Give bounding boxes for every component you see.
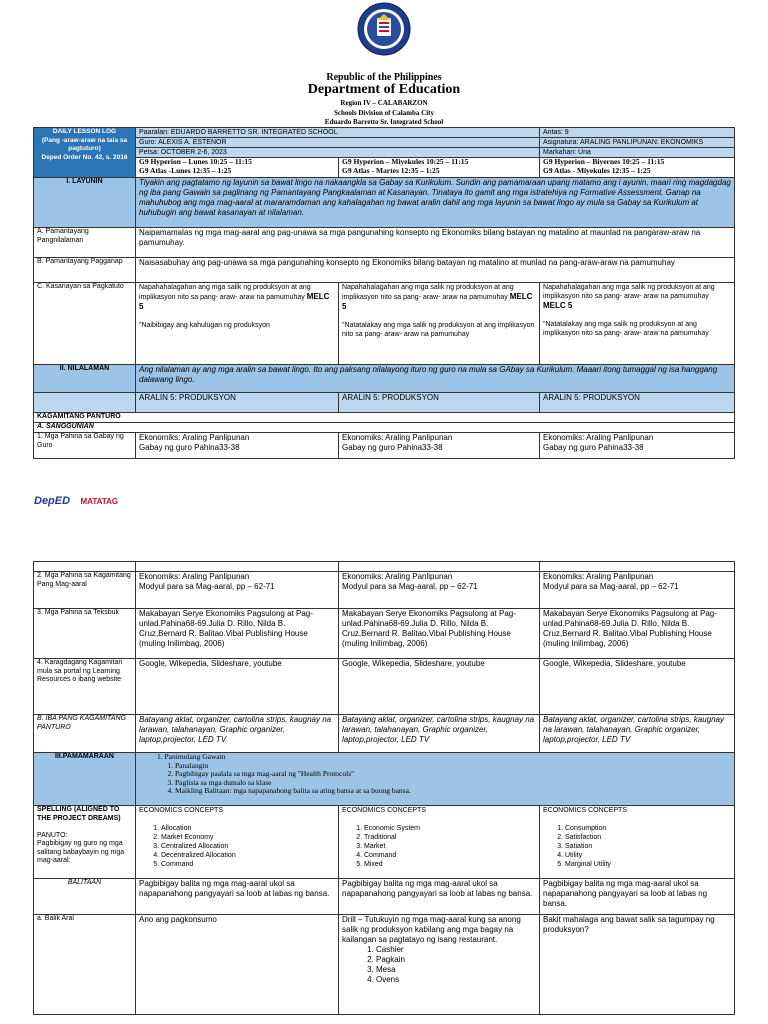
schedule-3a: G9 Hyperion – Biyernes 10:25 – 11:15 bbox=[543, 157, 665, 166]
pamamaraan-label: III.PAMAMARAAN bbox=[34, 753, 136, 806]
aralin-blank bbox=[34, 393, 136, 413]
magaaral-col3 bbox=[540, 572, 735, 609]
drill-item: 1. Cashier bbox=[376, 945, 536, 955]
karagdagan-col2: Google, Wikepedia, Slideshare, youtube bbox=[339, 659, 540, 715]
teksbuk-col3: Makabayan Serye Ekonomiks Pagsulong at Pag- unlad.Pahina68-69.Julia D. Rillo, Nilda B. Cruz,Bernard R. Balitao.Vibal Publishing House (muling Inilimbag, 2006) bbox=[540, 609, 735, 659]
spelling-word: 2. Market Economy bbox=[161, 833, 335, 842]
aralin-col3: ARALIN 5: PRODUKSYON bbox=[540, 393, 735, 413]
blank-cell-0 bbox=[34, 562, 136, 572]
magaaral-col2-line1: Ekonomiks: Araling Panlipunan bbox=[342, 572, 453, 581]
spelling-word: 3. Satiation bbox=[565, 842, 731, 851]
paaralan-cell: Paaralan: EDUARDO BARRETTO SR. INTEGRATED SCHOOL bbox=[136, 128, 540, 138]
markahan-cell: Markahan: Una bbox=[540, 148, 735, 158]
daily-lesson-log-title-cell bbox=[34, 128, 136, 178]
gawain-title: 1. Panimulang Gawain bbox=[157, 752, 226, 761]
iba-col3: Batayang aklat, organizer, cartolina strips, kaugnay na larawan, talahanayan, Graphic organizer, laptop,projector, LED TV bbox=[540, 715, 735, 753]
sanggunian-label: A. SANGGUNIAN bbox=[34, 423, 735, 433]
spelling-heading-1: ECONOMICS CONCEPTS bbox=[139, 807, 224, 814]
teksbuk-col1: Makabayan Serye Ekonomiks Pagsulong at Pag- unlad.Pahina68-69.Julia D. Rillo, Nilda B. Cruz,Bernard R. Balitao.Vibal Publishing House (muling Inilimbag, 2006) bbox=[136, 609, 339, 659]
school-text: Eduardo Barretto Sr. Integrated School bbox=[324, 118, 444, 126]
pagganap-label: B. Pamantayang Pagganap bbox=[34, 258, 136, 283]
spelling-heading-3: ECONOMICS CONCEPTS bbox=[543, 807, 628, 814]
karagdagan-col1: Google, Wikepedia, Slideshare, youtube bbox=[136, 659, 339, 715]
gabay-col1-line2: Gabay ng guro Pahina33-38 bbox=[139, 443, 240, 452]
gabay-col2-line1: Ekonomiks: Araling Panlipunan bbox=[342, 433, 453, 442]
drill-line2: salik ng produksyon kabilang ang mga bagay na bbox=[342, 925, 514, 934]
blank-cell-3 bbox=[540, 562, 735, 572]
kasanayan-col3-text: Napahahalagahan ang mga salik ng produksyon at ang implikasyon nito sa pang- araw- araw na pamumuhay bbox=[543, 284, 715, 300]
dll-order: Deped Order No. 42, s. 2016 bbox=[41, 153, 128, 161]
spelling-word: 4. Decentralized Allocation bbox=[161, 851, 335, 860]
drill-line3: kailangan sa pagtatayo ng isang restaurant. bbox=[342, 935, 498, 944]
spelling-word: 3. Centralized Allocation bbox=[161, 842, 335, 851]
melc-badge-2: MELC 5 bbox=[342, 292, 533, 311]
gawain-list bbox=[139, 762, 731, 796]
schedule-col3 bbox=[540, 158, 735, 178]
spelling-list-2 bbox=[342, 824, 536, 869]
spelling-word: 1. Economic System bbox=[364, 824, 536, 833]
spelling-col2 bbox=[339, 806, 540, 879]
spelling-word: 2. Satisfaction bbox=[565, 833, 731, 842]
spelling-word: 2. Traditional bbox=[364, 833, 536, 842]
aralin-col2: ARALIN 5: PRODUKSYON bbox=[339, 393, 540, 413]
panuto-text: Pagbibigay ng guro ng mga salitang babaybayin ng mga mag-aaral: bbox=[37, 840, 125, 864]
lesson-log-table-bottom bbox=[33, 561, 735, 1015]
balitaan-col1: Pagbibigay balita ng mga mag-aaral ukol sa napapanahong pangyayari sa loob at labas ng bansa. bbox=[136, 879, 339, 915]
schedule-3b: G9 Atlas - Miyekules 12:35 – 1:25 bbox=[543, 165, 651, 175]
spelling-word: 1. Allocation bbox=[161, 824, 335, 833]
balik-aral-col1: Ano ang pagkonsumo bbox=[136, 915, 339, 1015]
kasanayan-col2 bbox=[339, 283, 540, 365]
gabay-label: 1. Mga Pahina sa Gabay ng Guro bbox=[34, 433, 136, 459]
asignatura-cell: Asignatura: ARALING PANLIPUNAN: EKONOMIKS bbox=[540, 138, 735, 148]
nilalaman-text: Ang nilalaman ay ang mga aralin sa bawat lingo. Ito ang paksang nilalayong ituro ng guro na mula sa GAbay sa Kurikulum. Maaari itong tumaggal ng isa hanggang dalawang lingo. bbox=[136, 365, 735, 393]
panuto-label: PANUTO: bbox=[37, 831, 68, 839]
gabay-col3-line1: Ekonomiks: Araling Panlipunan bbox=[543, 433, 654, 442]
drill-list bbox=[342, 945, 536, 985]
blank-cell-1 bbox=[136, 562, 339, 572]
schedule-2a: G9 Hyperion – Miyekules 10:25 – 11:15 bbox=[342, 157, 469, 166]
sub-heading bbox=[0, 99, 768, 128]
balik-aral-col3: Bakit mahalaga ang bawat salik sa tagumpay ng produksyon? bbox=[540, 915, 735, 1015]
magaaral-label: 2. Mga Pahina sa Kagamitang Pang Mag-aaral bbox=[34, 572, 136, 609]
dll-subtitle: (Pang -araw-araw na tala sa pagtuturo) bbox=[41, 136, 128, 152]
kasanayan-col3-sub: "Natatalakay ang mga salik ng produksyon at ang implikasyon nito sa pang- araw- araw na pamumuhay bbox=[543, 321, 709, 337]
magaaral-col2-line2: Modyul para sa Mag-aaral, pp – 62-71 bbox=[342, 582, 478, 591]
drill-line1: Drill – Tutukuyin ng mga mag-aaral kung sa anong bbox=[342, 915, 521, 924]
magaaral-col1-line2: Modyul para sa Mag-aaral, pp – 62-71 bbox=[139, 582, 275, 591]
spelling-label-cell bbox=[34, 806, 136, 879]
deped-logo: DepED bbox=[34, 495, 71, 507]
kasanayan-col1-text: Napahahalagahan ang mga salik ng produksyon at ang implikasyon nito sa pang- araw- araw na pamumuhay bbox=[139, 284, 311, 301]
balik-aral-label: a. Balik Aral bbox=[34, 915, 136, 1015]
spelling-word: 4. Command bbox=[364, 851, 536, 860]
matatag-logo: MATATAG bbox=[80, 497, 119, 506]
dll-title: DAILY LESSON LOG bbox=[52, 128, 117, 135]
pangnilalaman-label: A. Pamantayang Pangnilalaman bbox=[34, 228, 136, 258]
gabay-col3-line2: Gabay ng guro Pahina33-38 bbox=[543, 443, 644, 452]
kasanayan-label: C. Kasanayan sa Pagkatuto bbox=[34, 283, 136, 365]
melc-badge-3: MELC 5 bbox=[543, 301, 573, 310]
spelling-col3 bbox=[540, 806, 735, 879]
schedule-col2 bbox=[339, 158, 540, 178]
schedule-col1 bbox=[136, 158, 339, 178]
magaaral-col3-line2: Modyul para sa Mag-aaral, pp – 62-71 bbox=[543, 582, 679, 591]
magaaral-col1 bbox=[136, 572, 339, 609]
karagdagan-col3: Google, Wikepedia, Slideshare, youtube bbox=[540, 659, 735, 715]
division-text: Schools Division of Calamba City bbox=[334, 108, 434, 117]
kagamitang-label: KAGAMITANG PANTURO bbox=[34, 413, 735, 423]
deped-seal-logo bbox=[357, 2, 411, 56]
schedule-1b: G9 Atlas -Lunes 12:35 – 1:25 bbox=[139, 165, 232, 175]
spelling-word: 5. Mixed bbox=[364, 860, 536, 869]
gawain-item: 4. Maikling Balitaan: mga napapanahong balita sa ating bansa at sa buong bansa. bbox=[175, 787, 731, 796]
spelling-word: 1. Consumption bbox=[565, 824, 731, 833]
republic-heading: Republic of the Philippines bbox=[326, 72, 442, 83]
melc-badge-1: MELC 5 bbox=[139, 292, 330, 311]
balik-aral-col2 bbox=[339, 915, 540, 1015]
karagdagan-label: 4. Karagdagang Kagamitan mula sa portal ng Learning Resources o ibang website bbox=[34, 659, 136, 715]
kasanayan-col2-text: Napahahalagahan ang mga salik ng produksyon at ang implikasyon nito sa pang- araw- araw na pamumuhay bbox=[342, 284, 514, 301]
balitaan-col3: Pagbibigay balita ng mga mag-aaral ukol sa napapanahong pangyayari sa loob at labas ng bansa. bbox=[540, 879, 735, 915]
spelling-word: 3. Market bbox=[364, 842, 536, 851]
balitaan-label: BALITAAN bbox=[34, 879, 136, 915]
antas-cell: Antas: 9 bbox=[540, 128, 735, 138]
footer-logos bbox=[34, 491, 154, 509]
gabay-col2 bbox=[339, 433, 540, 459]
teksbuk-col2: Makabayan Serye Ekonomiks Pagsulong at Pag- unlad.Pahina68-69.Julia D. Rillo, Nilda B. Cruz,Bernard R. Balitao.Vibal Publishing House (muling Inilimbag, 2006) bbox=[339, 609, 540, 659]
gabay-col2-line2: Gabay ng guro Pahina33-38 bbox=[342, 443, 443, 452]
kasanayan-col3 bbox=[540, 283, 735, 365]
nilalaman-label: II. NILALAMAN bbox=[34, 365, 136, 393]
region-text: Region IV – CALABARZON bbox=[340, 99, 428, 107]
pagganap-text: Naisasabuhay ang pag-unawa sa mga pangunahing konsepto ng Ekonomiks bilang batayan ng matalino at munlad na pang-araw-araw na pamumuhay bbox=[136, 258, 735, 283]
spelling-word: 5. Command bbox=[161, 860, 335, 869]
schedule-2b: G9 Atlas - Martes 12:35 – 1:25 bbox=[342, 165, 440, 175]
guro-cell: Guro: ALEXIS A. ESTENOR bbox=[136, 138, 540, 148]
layunin-text: Tiyakin ang pagtatamo ng layunin sa bawat lingo na nakaangkla sa Gabay sa Kurikulum. Sundin ang pamamaraan upang matamo ang i ayunin, maari ring magdagdag ng iba pang Gawain sa paglinang ng Pamantayang Pangkaalaman at Kasanayan. Tinataya ito gamit ang mga istratehiya ng Formative Assessment. Ganap na mahuhubog ang mga mag-aaral at mararamdaman ang kahalagahan ng bawat aralin dahil ang mga layunin sa bawat lingo ay mula sa Gabay sa Kurikulum at huhubugin ang bawat kasanayan at nilalaman. bbox=[136, 178, 735, 228]
drill-item: 4. Ovens bbox=[376, 975, 536, 985]
magaaral-col2 bbox=[339, 572, 540, 609]
iba-col1: Batayang aklat, organizer, cartolina strips, kaugnay na larawan, talahanayan, Graphic organizer, laptop,projector, LED TV bbox=[136, 715, 339, 753]
magaaral-col3-line1: Ekonomiks: Araling Panlipunan bbox=[543, 572, 654, 581]
spelling-col1 bbox=[136, 806, 339, 879]
spelling-list-3 bbox=[543, 824, 731, 869]
spelling-heading-2: ECONOMICS CONCEPTS bbox=[342, 807, 427, 814]
pamamaraan-content bbox=[136, 753, 735, 806]
petsa-cell: Petsa: OCTOBER 2-6, 2023 bbox=[136, 148, 540, 158]
balitaan-col2: Pagbibigay balita ng mga mag-aaral ukol sa napapanahong pangyayari sa loob at labas ng bansa. bbox=[339, 879, 540, 915]
drill-item: 2. Pagkain bbox=[376, 955, 536, 965]
spelling-word: 5. Marginal Utility bbox=[565, 860, 731, 869]
gabay-col1-line1: Ekonomiks: Araling Panlipunan bbox=[139, 433, 250, 442]
iba-label: B. IBA PANG KAGAMITANG PANTURO bbox=[34, 715, 136, 753]
gawain-item: 2. Pagbibigay paalala sa mga mag-aaral ng "Health Protocols" bbox=[175, 770, 731, 779]
pangnilalaman-text: Naipamamalas ng mga mag-aaral ang pag-unawa sa mga pangunahing konsepto ng Ekonomiks bilang batayan ng matalino at maunlad na pangaraw-araw na pamumuhay. bbox=[136, 228, 735, 258]
kasanayan-col2-sub: "Natatalakay ang mga salik ng produksyon at ang implikasyon nito sa pang- araw- araw na pamumuhay bbox=[342, 322, 535, 338]
aralin-col1: ARALIN 5: PRODUKSYON bbox=[136, 393, 339, 413]
layunin-label: I. LAYUNIN bbox=[34, 178, 136, 228]
lesson-log-table-top bbox=[33, 127, 735, 459]
magaaral-col1-line1: Ekonomiks: Araling Panlipunan bbox=[139, 572, 250, 581]
spelling-word: 4. Utility bbox=[565, 851, 731, 860]
kasanayan-col1-sub: "Naibibigay ang kahulugan ng produksyon bbox=[139, 322, 270, 329]
blank-cell-2 bbox=[339, 562, 540, 572]
spelling-label: SPELLING (ALIGNED TO THE PROJECT DREAMS) bbox=[37, 806, 121, 822]
department-heading: Department of Education bbox=[307, 82, 461, 97]
schedule-1a: G9 Hyperion – Lunes 10:25 – 11:15 bbox=[139, 157, 252, 166]
gabay-col1 bbox=[136, 433, 339, 459]
gawain-item: 3. Paglista sa mga dumalo sa klase bbox=[175, 779, 731, 788]
iba-col2: Batayang aklat, organizer, cartolina strips, kaugnay na larawan, talahanayan, Graphic organizer, laptop,projector, LED TV bbox=[339, 715, 540, 753]
kasanayan-col1 bbox=[136, 283, 339, 365]
gawain-item: 1. Panalangin bbox=[175, 762, 731, 771]
drill-item: 3. Mesa bbox=[376, 965, 536, 975]
teksbuk-label: 3. Mga Pahina sa Teksbuk bbox=[34, 609, 136, 659]
spelling-list-1 bbox=[139, 824, 335, 869]
gabay-col3 bbox=[540, 433, 735, 459]
